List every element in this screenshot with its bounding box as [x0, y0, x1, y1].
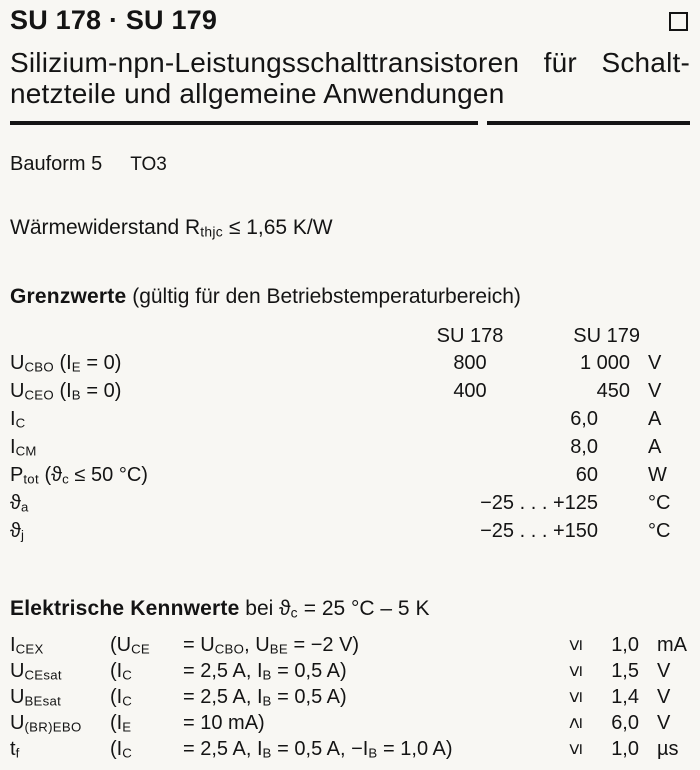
comparison-cell	[564, 659, 602, 685]
empty-cell	[10, 323, 430, 349]
unit-label: V	[648, 351, 662, 374]
symbol-label: tf	[10, 738, 20, 761]
comparison-cell	[564, 737, 602, 763]
condition-text: = 2,5 A, IB = 0,5 A)	[183, 660, 347, 683]
thermal-resistance-line: Wärmewiderstand Rthjc ≤ 1,65 K/W	[10, 216, 333, 240]
corner-checkbox-icon	[669, 12, 688, 31]
grenzwerte-heading-rest: (gültig für den Betriebstemperaturbereich)	[126, 285, 521, 309]
subtitle-line-1: Silizium-npn-Leistungsschalttransistoren für Schalt-	[10, 47, 690, 78]
unit-label: V	[648, 379, 662, 402]
divider-rule	[10, 121, 690, 125]
unit-label: W	[648, 463, 667, 486]
value-shared: 6,0	[570, 407, 598, 430]
subtitle	[10, 47, 690, 109]
value-shared: −25 . . . +150	[480, 519, 598, 542]
table-header-row	[10, 323, 690, 349]
table-row	[10, 517, 690, 545]
value-su179: 450	[596, 379, 630, 402]
table-row	[10, 405, 690, 433]
unit-label: V	[657, 712, 671, 735]
symbol-label: UBEsat	[10, 686, 62, 709]
unit-label: V	[657, 660, 671, 683]
table-row	[10, 489, 690, 517]
condition-text: = UCBO, UBE = −2 V)	[183, 634, 360, 657]
bauform-label: Bauform 5	[10, 153, 103, 175]
comparison-cell	[564, 633, 602, 659]
symbol-label: ICEX	[10, 634, 44, 657]
limit-value: 1,4	[611, 686, 639, 709]
unit-label: °C	[648, 519, 671, 542]
table-row	[10, 633, 690, 659]
unit-label: °C	[648, 491, 671, 514]
bauform-row	[10, 153, 690, 176]
value-su178: 400	[453, 379, 487, 402]
grenzwerte-heading	[10, 285, 690, 309]
kennwerte-heading-rest: bei ϑc = 25 °C – 5 K	[239, 597, 430, 621]
param-label: UCBO (IE = 0)	[10, 351, 122, 375]
limit-value: 1,5	[611, 660, 639, 683]
comparison-cell	[564, 711, 602, 737]
condition-open: (IC	[110, 738, 133, 761]
unit-label: A	[648, 407, 662, 430]
subtitle-line-2: netzteile und allgemeine Anwendungen	[10, 78, 505, 109]
param-label: IC	[10, 407, 26, 431]
limit-value: 6,0	[611, 712, 639, 735]
table-row	[10, 461, 690, 489]
kennwerte-heading-bold: Elektrische Kennwerte	[10, 597, 240, 621]
unit-label: mA	[657, 634, 687, 657]
electrical-characteristics-table	[10, 633, 690, 763]
symbol-label: UCEsat	[10, 660, 62, 683]
grenzwerte-heading-bold: Grenzwerte	[10, 285, 127, 309]
column-header-su178: SU 178	[436, 324, 504, 347]
geq-symbol: ≥	[564, 717, 587, 729]
comparison-cell	[564, 685, 602, 711]
page-title: SU 178 · SU 179	[10, 5, 218, 35]
unit-label: V	[657, 686, 671, 709]
param-label: ICM	[10, 435, 37, 459]
package-label: TO3	[130, 154, 167, 175]
rule-segment-right	[487, 121, 690, 125]
leq-symbol: ≤	[564, 691, 587, 703]
empty-cell	[640, 323, 690, 349]
table-row	[10, 377, 690, 405]
unit-label: A	[648, 435, 662, 458]
param-label: UCEO (IB = 0)	[10, 379, 122, 403]
limit-values-table	[10, 323, 690, 545]
param-label: Ptot (ϑc ≤ 50 °C)	[10, 463, 148, 487]
symbol-label: U(BR)EBO	[10, 712, 82, 735]
condition-text: = 2,5 A, IB = 0,5 A, −IB = 1,0 A)	[183, 738, 453, 761]
leq-symbol: ≤	[564, 639, 587, 651]
condition-open: (UCE	[110, 634, 151, 657]
table-row	[10, 659, 690, 685]
value-shared: 8,0	[570, 435, 598, 458]
table-row	[10, 685, 690, 711]
table-row	[10, 349, 690, 377]
value-su178: 800	[453, 351, 487, 374]
condition-open: (IC	[110, 660, 133, 683]
condition-open: (IE	[110, 712, 132, 735]
condition-open: (IC	[110, 686, 133, 709]
condition-text: = 10 mA)	[183, 712, 265, 735]
value-shared: −25 . . . +125	[480, 491, 598, 514]
condition-text: = 2,5 A, IB = 0,5 A)	[183, 686, 347, 709]
unit-label: µs	[657, 738, 679, 761]
table-row	[10, 711, 690, 737]
table-row	[10, 737, 690, 763]
value-shared: 60	[575, 463, 598, 486]
limit-value: 1,0	[611, 634, 639, 657]
leq-symbol: ≤	[564, 743, 587, 755]
param-label: ϑa	[10, 491, 29, 515]
param-label: ϑj	[10, 519, 25, 543]
column-header-su179: SU 179	[573, 324, 640, 347]
kennwerte-heading	[10, 597, 690, 624]
value-su179: 1 000	[579, 351, 630, 374]
leq-symbol: ≤	[564, 665, 587, 677]
rule-segment-left	[10, 121, 478, 125]
limit-value: 1,0	[611, 738, 639, 761]
table-row	[10, 433, 690, 461]
